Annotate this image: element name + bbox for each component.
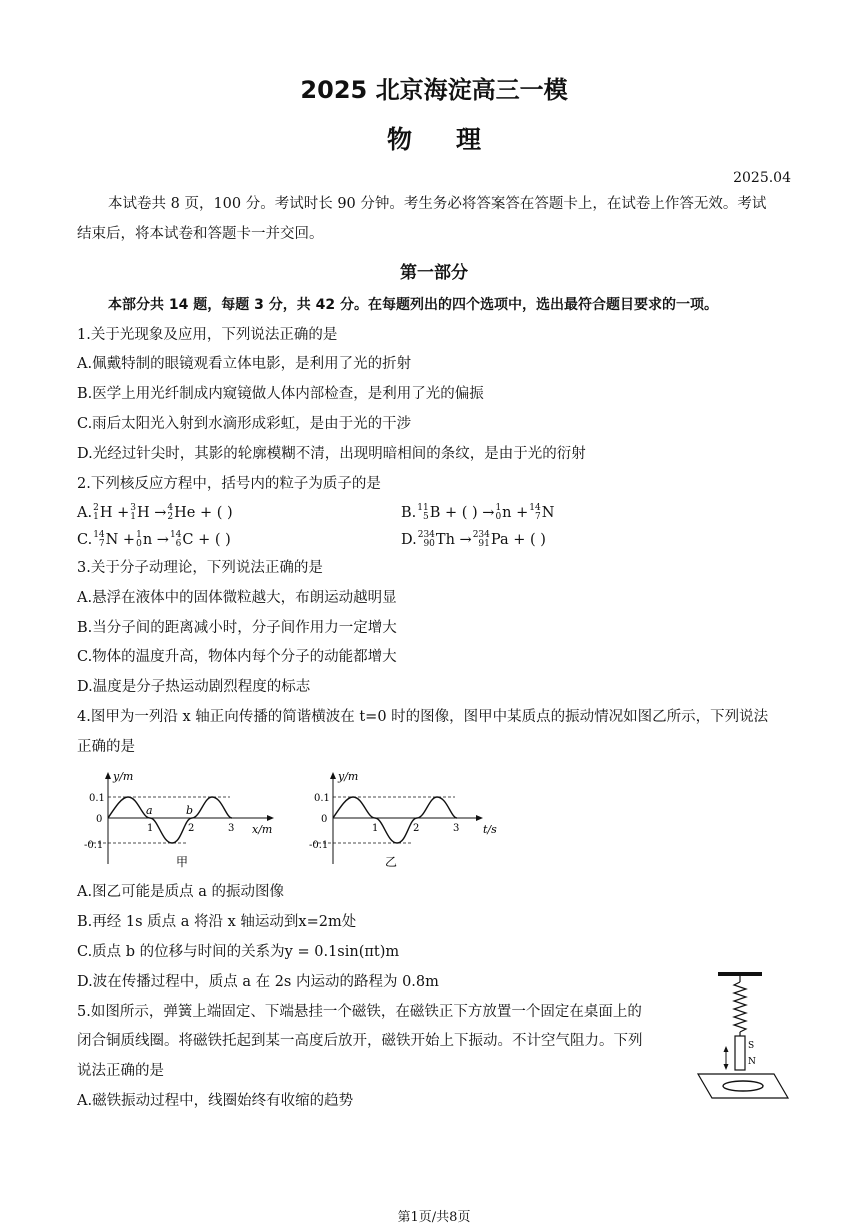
q4-option-b: B.再经 1s 质点 a 将沿 x 轴运动到x=2m处 <box>77 914 357 930</box>
q1-option-b: B.医学上用光纤制成内窥镜做人体内部检查，是利用了光的偏振 <box>77 386 484 402</box>
tick-x2: 2 <box>413 823 420 834</box>
q3-option-a: A.悬浮在液体中的固体微粒越大，布朗运动越明显 <box>77 590 397 606</box>
wave-graph-jia <box>80 766 280 870</box>
q3-option-c: C.物体的温度升高，物体内每个分子的动能都增大 <box>77 649 397 665</box>
tick-pos: 0.1 <box>314 793 330 804</box>
q1-option-d: D.光经过针尖时，其影的轮廓模糊不清，出现明暗相间的条纹，是由于光的衍射 <box>77 446 586 462</box>
figure-caption: 甲 <box>176 855 189 869</box>
q4-stem-1: 4.图甲为一列沿 x 轴正向传播的简谐横波在 t=0 时的图像，图甲中某质点的振动情况如图乙所示，下列说法 <box>77 709 769 725</box>
q2-option-d: D. 234 90 Th → 234 91 Pa + ( ) <box>401 530 546 549</box>
vibration-graph-yi <box>305 766 505 870</box>
intro-line-1: 本试卷共 8 页，100 分。考试时长 90 分钟。考生务必将答案答在答题卡上，在试卷上作答无效。考试 <box>108 196 767 212</box>
q2-option-b: B. 11 5 B + ( ) → 1 0 n + 14 7 N <box>401 503 555 522</box>
magnet-south-label: S <box>748 1041 755 1051</box>
q1-stem: 1.关于光现象及应用，下列说法正确的是 <box>77 327 338 343</box>
subject-title: 物理 <box>386 125 525 154</box>
tick-zero: 0 <box>96 814 103 825</box>
x-axis-label: x/m <box>252 823 273 836</box>
q2-row-2 <box>77 530 797 552</box>
point-a: a <box>146 804 153 817</box>
q4-option-a: A.图乙可能是质点 a 的振动图像 <box>77 884 284 900</box>
tick-neg: -0.1 <box>84 840 104 851</box>
q2-stem: 2.下列核反应方程中，括号内的粒子为质子的是 <box>77 476 381 492</box>
tick-x3: 3 <box>453 823 460 834</box>
tick-x1: 1 <box>147 823 154 834</box>
q5-option-a: A.磁铁振动过程中，线圈始终有收缩的趋势 <box>77 1093 354 1109</box>
intro-line-2: 结束后，将本试卷和答题卡一并交回。 <box>77 226 324 242</box>
section-instructions: 本部分共 14 题，每题 3 分，共 42 分。在每题列出的四个选项中，选出最符合题目要求的一项。 <box>108 297 718 313</box>
q1-option-c: C.雨后太阳光入射到水滴形成彩虹，是由于光的干涉 <box>77 416 412 432</box>
q5-stem-2: 闭合铜质线圈。将磁铁托起到某一高度后放开，磁铁开始上下振动。不计空气阻力。下列 <box>77 1033 643 1049</box>
section-title: 第一部分 <box>400 263 468 283</box>
q3-option-d: D.温度是分子热运动剧烈程度的标志 <box>77 679 311 695</box>
q1-option-a: A.佩戴特制的眼镜观看立体电影，是利用了光的折射 <box>77 356 412 372</box>
coil-icon <box>723 1081 763 1091</box>
y-axis-label: y/m <box>113 770 134 783</box>
spring-icon <box>734 982 746 1032</box>
page-footer: 第1页/共8页 <box>397 1210 471 1225</box>
y-axis-label: y/m <box>338 770 359 783</box>
q2-row-1 <box>77 503 797 525</box>
spring-magnet-coil-diagram <box>692 968 792 1106</box>
tick-pos: 0.1 <box>89 793 105 804</box>
q3-option-b: B.当分子间的距离减小时，分子间作用力一定增大 <box>77 620 397 636</box>
exam-date: 2025.04 <box>733 170 791 186</box>
wave-curve <box>108 797 235 843</box>
tick-x3: 3 <box>228 823 235 834</box>
magnet-north-label: N <box>748 1057 756 1067</box>
vibration-curve <box>333 797 460 843</box>
tick-x2: 2 <box>188 823 195 834</box>
q2-option-c: C. 14 7 N + 1 0 n → 14 6 C + ( ) <box>77 530 231 549</box>
tick-neg: -0.1 <box>309 840 329 851</box>
tick-x1: 1 <box>372 823 379 834</box>
tick-zero: 0 <box>321 814 328 825</box>
x-axis-label: t/s <box>483 823 497 836</box>
magnet-icon <box>735 1036 745 1070</box>
q3-stem: 3.关于分子动理论，下列说法正确的是 <box>77 560 323 576</box>
q5-stem-1: 5.如图所示，弹簧上端固定、下端悬挂一个磁铁，在磁铁正下方放置一个固定在桌面上的 <box>77 1004 642 1020</box>
q4-option-c: C.质点 b 的位移与时间的关系为y = 0.1sin(πt)m <box>77 944 400 960</box>
figure-caption: 乙 <box>385 855 398 869</box>
point-b: b <box>186 804 194 817</box>
main-title: 2025 北京海淀高三一模 <box>300 76 568 104</box>
q4-option-d: D.波在传播过程中，质点 a 在 2s 内运动的路程为 0.8m <box>77 974 439 990</box>
q2-option-a: A. 2 1 H + 3 1 H → 4 2 He + ( ) <box>77 503 233 522</box>
q4-stem-2: 正确的是 <box>77 739 135 755</box>
q5-stem-3: 说法正确的是 <box>77 1063 164 1079</box>
